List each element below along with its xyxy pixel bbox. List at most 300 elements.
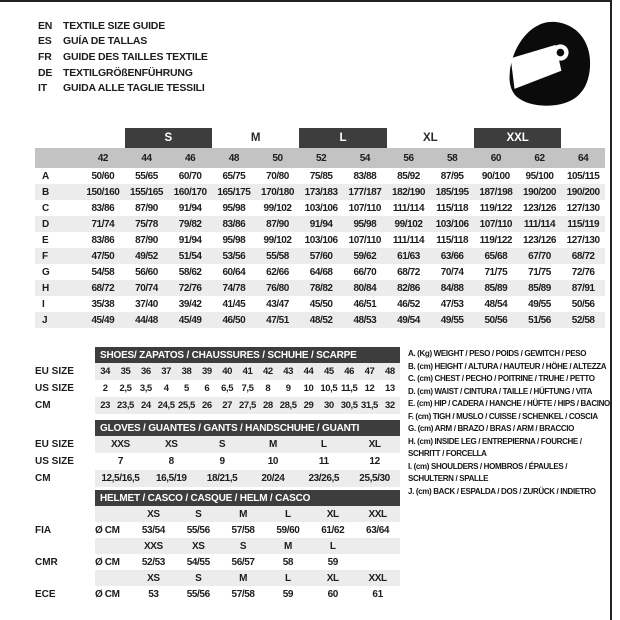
size-value: 165/175 — [217, 186, 251, 198]
measure-row — [35, 184, 605, 200]
size-value: 87/90 — [135, 234, 158, 246]
size-group-m: M — [250, 132, 261, 144]
row-label: CM — [35, 473, 51, 484]
language-title: GUÍA DE TALLAS — [63, 35, 148, 48]
language-row — [38, 34, 208, 50]
cell: S — [218, 439, 226, 450]
cell: L — [320, 439, 327, 450]
table-title: HELMET / CASCO / CASQUE / HELM / CASCO — [95, 490, 400, 506]
size-value: 67/70 — [528, 250, 551, 262]
size-value: 52/58 — [571, 314, 595, 326]
size-value: 95/100 — [525, 170, 554, 182]
cell: 25,5/30 — [359, 473, 390, 484]
size-value: 83/86 — [222, 218, 246, 230]
cell: 30,5 — [340, 400, 358, 411]
cell: 31,5 — [361, 400, 378, 411]
cell: M — [283, 540, 292, 552]
racing-helmet-icon — [500, 20, 596, 108]
row-cells — [95, 436, 400, 453]
cell: 32 — [384, 400, 395, 411]
size-value: 83/86 — [91, 234, 115, 246]
page-border-right — [610, 0, 612, 620]
size-value: 95/98 — [353, 218, 377, 230]
row-label: ECE — [35, 588, 56, 600]
table-row — [35, 586, 400, 602]
cell: XS — [164, 439, 178, 450]
cell: L — [285, 508, 291, 520]
size-value: 54/58 — [91, 266, 115, 278]
size-value: 55/58 — [266, 250, 289, 262]
size-value: 49/55 — [528, 298, 551, 310]
column-header: 48 — [228, 152, 239, 164]
row-cells — [95, 363, 400, 380]
legend-item: H. (cm) INSIDE LEG / ENTREPIERNA / FOURCHE / SCHRITT / FORCELLA — [408, 436, 582, 458]
cell: 54/55 — [186, 556, 210, 568]
legend-item: A. (Kg) WEIGHT / PESO / POIDS / GEWITCH / PESO — [408, 349, 587, 358]
cell: 37 — [161, 366, 172, 377]
size-value: 46/50 — [222, 314, 246, 326]
row-label — [35, 570, 95, 586]
size-value: 55/65 — [135, 170, 158, 182]
language-title: TEXTILGRÖßENFÜHRUNG — [63, 66, 193, 79]
language-code: DE — [38, 66, 53, 79]
gloves-size-table — [35, 420, 400, 487]
size-number-header-row — [35, 148, 605, 168]
cell: 8 — [265, 383, 271, 394]
size-value: 48/54 — [484, 298, 508, 310]
size-value: 72/76 — [178, 282, 202, 294]
size-value: 68/72 — [571, 250, 595, 262]
cell: XS — [147, 508, 160, 520]
language-row — [38, 80, 208, 96]
page-border-top — [0, 0, 612, 2]
cell: 9 — [285, 383, 291, 394]
cell: 63/64 — [366, 524, 390, 536]
size-value: 70/80 — [266, 170, 289, 182]
measure-row — [35, 168, 605, 184]
cell: 52/53 — [141, 556, 165, 568]
size-group-s: S — [125, 128, 212, 148]
row-label — [35, 506, 95, 522]
cell: M — [239, 508, 248, 520]
cell: 16,5/19 — [155, 473, 187, 484]
size-value: 61/63 — [397, 250, 420, 262]
cell: 58 — [282, 556, 294, 568]
row-label: US SIZE — [35, 456, 74, 467]
cell: XS — [191, 540, 205, 552]
cell: 28,5 — [279, 400, 297, 411]
size-value: 85/89 — [484, 282, 508, 294]
cell: 43 — [283, 366, 294, 377]
cell: 24 — [140, 400, 151, 411]
size-value: 48/52 — [309, 314, 333, 326]
cell: 27,5 — [239, 400, 256, 411]
row-label: F — [42, 250, 49, 262]
measurement-rows — [35, 168, 605, 328]
cell: 2 — [102, 383, 108, 394]
cell: 41 — [242, 366, 253, 377]
row-label: EU SIZE — [35, 366, 74, 377]
size-value: 90/100 — [481, 170, 510, 182]
cell: Ø CM — [95, 588, 120, 600]
size-value: 45/50 — [309, 298, 333, 310]
column-header: 64 — [578, 152, 589, 164]
size-value: 46/52 — [397, 298, 420, 310]
size-value: 50/56 — [571, 298, 595, 310]
cell: 5 — [184, 383, 189, 394]
cell: XXS — [111, 439, 130, 450]
column-header: 54 — [359, 152, 370, 164]
size-value: 182/190 — [391, 186, 425, 198]
size-value: 57/60 — [309, 250, 333, 262]
row-label: US SIZE — [35, 383, 74, 394]
cell: 38 — [181, 366, 192, 377]
size-value: 177/187 — [348, 186, 382, 198]
cell: XL — [326, 508, 339, 520]
size-value: 47/53 — [440, 298, 464, 310]
size-value: 119/122 — [479, 202, 513, 214]
size-value: 63/66 — [440, 250, 464, 262]
size-value: 75/85 — [309, 170, 333, 182]
size-value: 99/102 — [263, 234, 292, 246]
size-value: 99/102 — [263, 202, 292, 214]
cell: 56/57 — [231, 556, 255, 568]
cell: 13 — [384, 383, 395, 394]
row-cells — [95, 554, 400, 570]
size-value: 91/94 — [178, 234, 202, 246]
size-value: 71/75 — [484, 266, 508, 278]
cell: 45 — [323, 366, 334, 377]
size-value: 83/86 — [91, 202, 115, 214]
size-value: 78/82 — [309, 282, 333, 294]
size-value: 65/68 — [484, 250, 508, 262]
size-value: 185/195 — [435, 186, 469, 198]
size-value: 107/110 — [348, 202, 382, 214]
cell: XL — [326, 572, 339, 584]
size-value: 107/110 — [348, 234, 382, 246]
cell: 25,5 — [178, 400, 195, 411]
row-label: CM — [35, 400, 51, 411]
column-header-spacer — [35, 148, 81, 168]
size-value: 99/102 — [394, 218, 423, 230]
size-value: 82/86 — [397, 282, 420, 294]
cell: M — [239, 572, 248, 584]
size-value: 70/74 — [135, 282, 158, 294]
table-row — [35, 570, 400, 586]
cell: 39 — [201, 366, 212, 377]
cell: 2,5 — [119, 383, 132, 394]
cell: 44 — [303, 366, 314, 377]
size-value: 45/49 — [178, 314, 202, 326]
size-value: 75/78 — [135, 218, 158, 230]
cell: 28 — [262, 400, 273, 411]
size-value: 103/106 — [304, 234, 338, 246]
row-label: E — [42, 234, 49, 246]
cell: 57/58 — [231, 588, 255, 600]
measure-row — [35, 312, 605, 328]
cell: 59 — [327, 556, 338, 568]
legend-item: B. (cm) HEIGHT / ALTURA / HAUTEUR / HÖHE / ALTEZZA — [408, 361, 607, 371]
legend-item: G. (cm) ARM / BRAZO / BRAS / ARM / BRACCIO — [408, 424, 575, 433]
measurement-legend — [408, 348, 610, 498]
cell: 9 — [219, 456, 225, 467]
cell — [95, 506, 131, 522]
size-value: 66/70 — [353, 266, 377, 278]
cell: 10 — [303, 383, 314, 394]
cell — [355, 538, 400, 554]
table-row — [35, 397, 400, 414]
cell: 35 — [120, 366, 131, 377]
row-cells — [95, 470, 400, 487]
cell: 7,5 — [241, 383, 254, 394]
cell: 46 — [344, 366, 355, 377]
size-value: 87/95 — [440, 170, 464, 182]
language-row — [38, 18, 208, 34]
row-label: C — [42, 202, 50, 214]
cell: 24,5 — [157, 400, 175, 411]
size-value: 95/98 — [222, 202, 246, 214]
cell: 34 — [100, 366, 111, 377]
size-value: 60/70 — [178, 170, 202, 182]
cell: 12 — [369, 456, 380, 467]
cell — [95, 538, 131, 554]
size-value: 107/110 — [479, 218, 513, 230]
cell: 60 — [327, 588, 338, 600]
cell — [95, 570, 131, 586]
cell: 11 — [318, 456, 329, 467]
size-value: 49/54 — [397, 314, 420, 326]
size-group-xxl: XXL — [474, 128, 561, 148]
measure-row — [35, 232, 605, 248]
column-header: 52 — [316, 152, 327, 164]
cell: Ø CM — [95, 556, 120, 568]
row-label — [35, 538, 95, 554]
size-value: 46/51 — [353, 298, 377, 310]
size-value: 49/52 — [135, 250, 158, 262]
language-title: GUIDA ALLE TAGLIE TESSILI — [63, 82, 205, 95]
size-value: 49/55 — [440, 314, 464, 326]
table-title: SHOES/ ZAPATOS / CHAUSSURES / SCHUHE / SCARPE — [95, 347, 400, 363]
cell: 42 — [262, 366, 273, 377]
cell: S — [195, 572, 202, 584]
size-value: 50/56 — [484, 314, 508, 326]
size-value: 187/198 — [479, 186, 513, 198]
size-value: 87/90 — [135, 202, 158, 214]
column-header: 58 — [447, 152, 458, 164]
row-cells — [95, 538, 400, 554]
size-value: 87/91 — [571, 282, 595, 294]
table-row — [35, 506, 400, 522]
size-value: 160/170 — [173, 186, 207, 198]
size-value: 74/78 — [222, 282, 246, 294]
legend-item: C. (cm) CHEST / PECHO / POITRINE / TRUHE / PETTO — [408, 374, 595, 383]
cell: 29 — [303, 400, 314, 411]
size-value: 111/114 — [392, 202, 425, 214]
size-value: 105/115 — [566, 170, 600, 182]
cell: 59/60 — [276, 524, 300, 536]
row-label: EU SIZE — [35, 439, 74, 450]
cell: M — [268, 439, 277, 450]
cell: L — [329, 540, 336, 552]
cell: XS — [147, 572, 160, 584]
size-value: 103/106 — [435, 218, 469, 230]
size-value: 68/72 — [397, 266, 420, 278]
cell: 55/56 — [186, 524, 210, 536]
row-cells — [95, 380, 400, 397]
cell: 11,5 — [340, 383, 358, 394]
cell: 61/62 — [321, 524, 345, 536]
size-value: 47/50 — [91, 250, 115, 262]
row-cells — [95, 522, 400, 538]
column-header: 44 — [141, 152, 152, 164]
row-label: G — [42, 266, 50, 278]
cell: 47 — [364, 366, 375, 377]
size-value: 59/62 — [353, 250, 377, 262]
cell: S — [195, 508, 202, 520]
size-value: 51/54 — [178, 250, 202, 262]
cell: 27 — [222, 400, 233, 411]
size-value: 85/92 — [397, 170, 420, 182]
size-value: 170/180 — [260, 186, 294, 198]
size-value: 84/88 — [440, 282, 464, 294]
size-value: 79/82 — [178, 218, 202, 230]
cell: XXS — [144, 540, 163, 552]
cell: 20/24 — [261, 473, 285, 484]
cell: 4 — [163, 383, 169, 394]
row-cells — [95, 570, 400, 586]
language-code: EN — [38, 19, 53, 32]
row-label: H — [42, 282, 50, 294]
size-value: 115/119 — [567, 218, 600, 230]
column-header: 60 — [490, 152, 501, 164]
size-value: 56/60 — [135, 266, 158, 278]
size-value: 58/62 — [178, 266, 202, 278]
size-value: 123/126 — [522, 234, 556, 246]
size-value: 111/114 — [523, 218, 556, 230]
size-value: 64/68 — [309, 266, 333, 278]
size-value: 76/80 — [266, 282, 289, 294]
legend-item: I. (cm) SHOULDERS / HOMBROS / ÉPAULES / SCHULTERN / SPALLE — [408, 461, 568, 483]
cell: 10,5 — [320, 383, 338, 394]
cell: S — [239, 540, 247, 552]
measure-row — [35, 216, 605, 232]
measure-row — [35, 280, 605, 296]
cell: 55/56 — [186, 588, 210, 600]
size-value: 150/160 — [86, 186, 120, 198]
size-value: 68/72 — [91, 282, 115, 294]
size-value: 173/183 — [304, 186, 338, 198]
shoes-size-table — [35, 347, 400, 414]
size-value: 95/98 — [222, 234, 246, 246]
size-value: 190/200 — [522, 186, 556, 198]
legend-item: E. (cm) HIP / CADERA / HANCHE / HÜFTE / HIPS / BACINO — [408, 399, 610, 408]
size-value: 53/56 — [222, 250, 246, 262]
cell: 59 — [282, 588, 294, 600]
table-row — [35, 470, 400, 487]
size-value: 127/130 — [566, 234, 600, 246]
size-value: 115/118 — [436, 234, 469, 246]
measure-row — [35, 296, 605, 312]
size-value: 83/88 — [353, 170, 377, 182]
size-value: 111/114 — [392, 234, 425, 246]
textile-size-table — [35, 128, 605, 328]
cell: 53/54 — [141, 524, 165, 536]
cell: 23,5 — [117, 400, 134, 411]
row-label: A — [42, 170, 50, 182]
size-group-header-row — [35, 128, 605, 148]
row-label: J — [42, 314, 48, 326]
table-row — [35, 522, 400, 538]
column-header: 50 — [272, 152, 283, 164]
language-title: GUIDE DES TAILLES TEXTILE — [63, 50, 208, 63]
size-group-l: L — [299, 128, 386, 148]
row-label: D — [42, 218, 50, 230]
cell: XL — [368, 439, 381, 450]
cell: 12,5/16,5 — [101, 473, 140, 484]
column-header: 46 — [185, 152, 196, 164]
row-label: B — [42, 186, 50, 198]
size-value: 119/122 — [479, 234, 513, 246]
size-value: 123/126 — [522, 202, 556, 214]
cell: 12 — [364, 383, 375, 394]
legend-item: F. (cm) TIGH / MUSLO / CUISSE / SCHENKEL / COSCIA — [408, 411, 598, 421]
row-cells — [95, 453, 400, 470]
table-row — [35, 436, 400, 453]
cell: L — [285, 572, 291, 584]
size-value: 47/51 — [266, 314, 289, 326]
size-value: 71/74 — [91, 218, 115, 230]
language-code: FR — [38, 50, 52, 63]
size-group-xl: XL — [422, 132, 438, 144]
cell — [355, 554, 400, 570]
size-value: 43/47 — [266, 298, 289, 310]
size-value: 41/45 — [222, 298, 246, 310]
size-value: 155/165 — [129, 186, 163, 198]
cell: 57/58 — [231, 524, 255, 536]
row-label: FIA — [35, 524, 52, 536]
size-value: 44/48 — [135, 314, 158, 326]
language-code: ES — [38, 35, 52, 48]
legend-item: J. (cm) BACK / ESPALDA / DOS / ZURÜCK / INDIETRO — [408, 486, 596, 496]
measure-row — [35, 264, 605, 280]
cell: 3,5 — [139, 383, 152, 394]
helmet-size-table — [35, 490, 400, 602]
cell: 6 — [204, 383, 210, 394]
size-value: 87/90 — [266, 218, 289, 230]
column-header: 56 — [403, 152, 414, 164]
table-row — [35, 380, 400, 397]
row-label: CMR — [35, 556, 58, 568]
size-value: 48/53 — [353, 314, 377, 326]
language-title: TEXTILE SIZE GUIDE — [63, 19, 165, 32]
table-row — [35, 538, 400, 554]
cell: 7 — [117, 456, 123, 467]
language-code: IT — [38, 82, 47, 95]
legend-item: D. (cm) WAIST / CINTURA / TAILLE / HÜFTUNG / VITA — [408, 386, 593, 396]
cell: 40 — [222, 366, 233, 377]
size-value: 103/106 — [304, 202, 338, 214]
cell: 30 — [323, 400, 334, 411]
cell: 6,5 — [221, 383, 234, 394]
cell: 48 — [384, 366, 395, 377]
table-title: GLOVES / GUANTES / GANTS / HANDSCHUHE / GUANTI — [95, 420, 400, 436]
cell: 10 — [267, 456, 279, 467]
row-label: I — [42, 298, 45, 310]
size-group-spacer — [35, 128, 125, 148]
table-row — [35, 453, 400, 470]
column-header: 62 — [534, 152, 545, 164]
size-value: 60/64 — [222, 266, 246, 278]
